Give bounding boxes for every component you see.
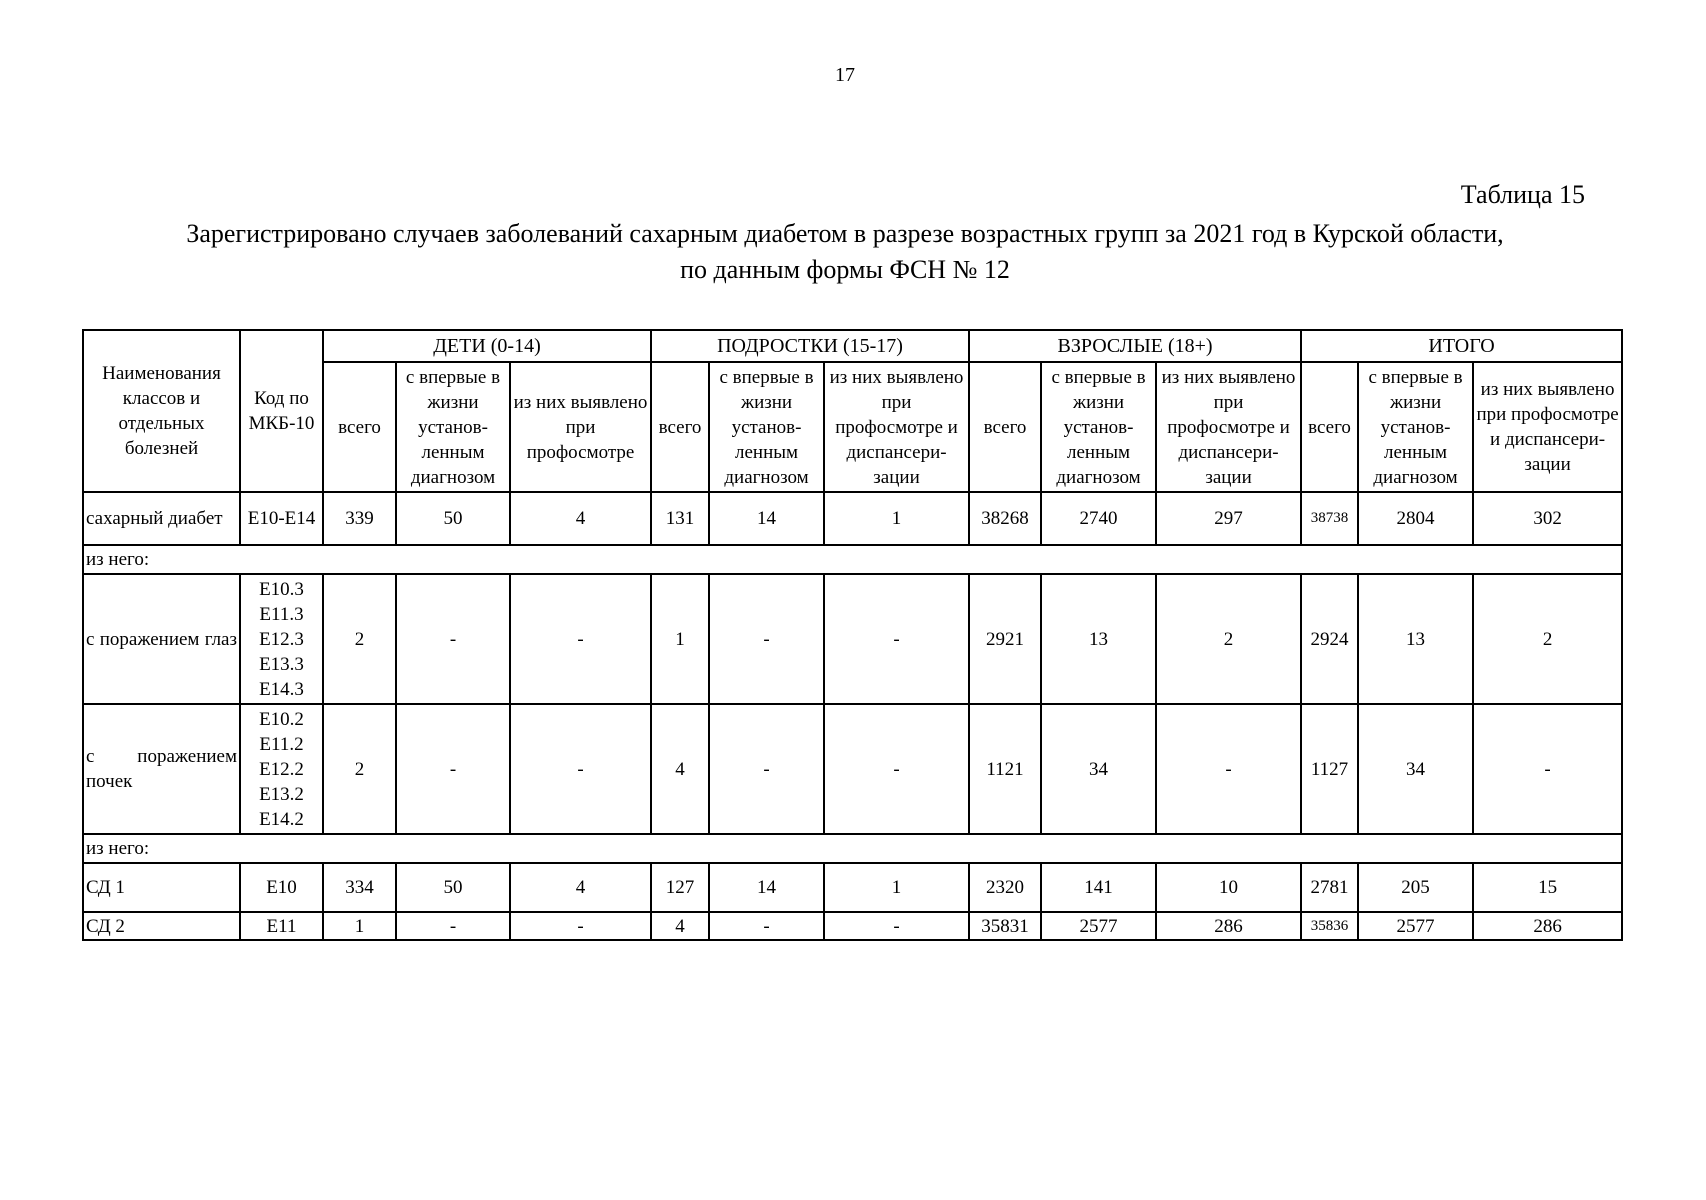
code-item: E10.3 bbox=[259, 578, 304, 600]
code-item: E10.2 bbox=[259, 708, 304, 730]
cell-value: 2781 bbox=[1301, 863, 1358, 912]
cell-value: 50 bbox=[396, 492, 510, 545]
cell-value: 334 bbox=[323, 863, 396, 912]
cell-value: 2320 bbox=[969, 863, 1041, 912]
header-code: Код по МКБ-10 bbox=[240, 330, 323, 492]
cell-value: 302 bbox=[1473, 492, 1622, 545]
row-code bbox=[240, 574, 323, 704]
code-item: E12.3 bbox=[259, 628, 304, 650]
cell-value: 4 bbox=[510, 492, 651, 545]
row-code: E10-E14 bbox=[240, 492, 323, 545]
cell-value: 14 bbox=[709, 492, 824, 545]
row-code: E11 bbox=[240, 912, 323, 940]
cell-value: 2 bbox=[1473, 574, 1622, 704]
table-row bbox=[83, 863, 1622, 912]
cell-value: 2740 bbox=[1041, 492, 1156, 545]
cell-value: 297 bbox=[1156, 492, 1301, 545]
table-label: Таблица 15 bbox=[1460, 180, 1585, 209]
code-item: E13.2 bbox=[259, 783, 304, 805]
cell-value: 13 bbox=[1041, 574, 1156, 704]
cell-value: - bbox=[510, 574, 651, 704]
header-sub-found: из них выявлено при профосмотре и диспансери-зации bbox=[1156, 362, 1301, 492]
header-group-teens: ПОДРОСТКИ (15-17) bbox=[651, 330, 969, 362]
header-sub-total: всего bbox=[969, 362, 1041, 492]
section-label: из него: bbox=[83, 545, 1622, 574]
cell-value: - bbox=[824, 704, 969, 834]
header-group-total: ИТОГО bbox=[1301, 330, 1622, 362]
cell-value: 4 bbox=[510, 863, 651, 912]
row-name-text: с поражением глаз bbox=[86, 628, 237, 650]
row-code bbox=[240, 704, 323, 834]
cell-value: - bbox=[396, 574, 510, 704]
cell-value: 14 bbox=[709, 863, 824, 912]
cell-value: 127 bbox=[651, 863, 709, 912]
cell-value: 286 bbox=[1156, 912, 1301, 940]
header-sub-total: всего bbox=[323, 362, 396, 492]
header-sub-new: с впервые в жизни установ-ленным диагнозом bbox=[1358, 362, 1473, 492]
cell-value: 1127 bbox=[1301, 704, 1358, 834]
header-sub-total: всего bbox=[651, 362, 709, 492]
cell-value: 2804 bbox=[1358, 492, 1473, 545]
cell-value: - bbox=[1473, 704, 1622, 834]
cell-value: 339 bbox=[323, 492, 396, 545]
title-line-1: Зарегистрировано случаев заболеваний сахарным диабетом в разрезе возрастных групп за 2021 год в Курской области, bbox=[186, 219, 1504, 248]
cell-value: 1 bbox=[824, 863, 969, 912]
header-sub-new: с впервые в жизни установ-ленным диагнозом bbox=[709, 362, 824, 492]
header-sub-found: из них выявлено при профосмотре и диспансери-зации bbox=[1473, 362, 1622, 492]
code-item: E14.3 bbox=[259, 678, 304, 700]
cell-value: 1 bbox=[651, 574, 709, 704]
cell-value: 2924 bbox=[1301, 574, 1358, 704]
cell-value: 286 bbox=[1473, 912, 1622, 940]
cell-value: 38268 bbox=[969, 492, 1041, 545]
diabetes-table bbox=[82, 329, 1623, 941]
cell-value: 2577 bbox=[1041, 912, 1156, 940]
cell-value: 35831 bbox=[969, 912, 1041, 940]
cell-value: - bbox=[824, 574, 969, 704]
page-number: 17 bbox=[835, 64, 855, 86]
header-name: Наименования классов и отдельных болезней bbox=[83, 330, 240, 492]
cell-value: 10 bbox=[1156, 863, 1301, 912]
cell-value: - bbox=[709, 704, 824, 834]
cell-value: 50 bbox=[396, 863, 510, 912]
header-sub-found: из них выявлено при профосмотре bbox=[510, 362, 651, 492]
cell-value: 131 bbox=[651, 492, 709, 545]
cell-value: 2 bbox=[323, 704, 396, 834]
cell-value: 2921 bbox=[969, 574, 1041, 704]
document-title bbox=[0, 216, 1690, 288]
header-group-children: ДЕТИ (0-14) bbox=[323, 330, 651, 362]
cell-value: 34 bbox=[1041, 704, 1156, 834]
cell-value: 1 bbox=[323, 912, 396, 940]
row-name: СД 2 bbox=[83, 912, 240, 940]
cell-value: 34 bbox=[1358, 704, 1473, 834]
cell-value: 1 bbox=[824, 492, 969, 545]
cell-value: 2 bbox=[1156, 574, 1301, 704]
cell-value: - bbox=[396, 912, 510, 940]
table-row bbox=[83, 545, 1622, 574]
cell-value: 35836 bbox=[1301, 912, 1358, 940]
row-name: СД 1 bbox=[83, 863, 240, 912]
cell-value: 15 bbox=[1473, 863, 1622, 912]
header-group-adults: ВЗРОСЛЫЕ (18+) bbox=[969, 330, 1301, 362]
cell-value: 4 bbox=[651, 912, 709, 940]
cell-value: - bbox=[824, 912, 969, 940]
cell-value: 141 bbox=[1041, 863, 1156, 912]
code-item: E11.3 bbox=[259, 603, 304, 625]
cell-value: - bbox=[709, 912, 824, 940]
row-name: сахарный диабет bbox=[83, 492, 240, 545]
header-sub-found: из них выявлено при профосмотре и диспансери-зации bbox=[824, 362, 969, 492]
header-sub-new: с впервые в жизни установ-ленным диагнозом bbox=[1041, 362, 1156, 492]
cell-value: 2 bbox=[323, 574, 396, 704]
cell-value: - bbox=[510, 704, 651, 834]
code-item: E11.2 bbox=[259, 733, 304, 755]
cell-value: - bbox=[709, 574, 824, 704]
header-sub-total: всего bbox=[1301, 362, 1358, 492]
code-item: E12.2 bbox=[259, 758, 304, 780]
code-item: E14.2 bbox=[259, 808, 304, 830]
header-sub-new: с впервые в жизни установ-ленным диагнозом bbox=[396, 362, 510, 492]
cell-value: - bbox=[396, 704, 510, 834]
row-name-text: с поражением почек bbox=[86, 746, 237, 792]
cell-value: 4 bbox=[651, 704, 709, 834]
row-name bbox=[83, 704, 240, 834]
cell-value: - bbox=[1156, 704, 1301, 834]
section-label: из него: bbox=[83, 834, 1622, 863]
title-line-2: по данным формы ФСН № 12 bbox=[680, 255, 1010, 284]
cell-value: 1121 bbox=[969, 704, 1041, 834]
cell-value: 205 bbox=[1358, 863, 1473, 912]
table-row bbox=[83, 912, 1622, 940]
table-row bbox=[83, 492, 1622, 545]
table-row bbox=[83, 574, 1622, 704]
table-row bbox=[83, 834, 1622, 863]
table-row bbox=[83, 704, 1622, 834]
code-item: E13.3 bbox=[259, 653, 304, 675]
cell-value: - bbox=[510, 912, 651, 940]
row-code: E10 bbox=[240, 863, 323, 912]
row-name bbox=[83, 574, 240, 704]
cell-value: 13 bbox=[1358, 574, 1473, 704]
cell-value: 38738 bbox=[1301, 492, 1358, 545]
cell-value: 2577 bbox=[1358, 912, 1473, 940]
